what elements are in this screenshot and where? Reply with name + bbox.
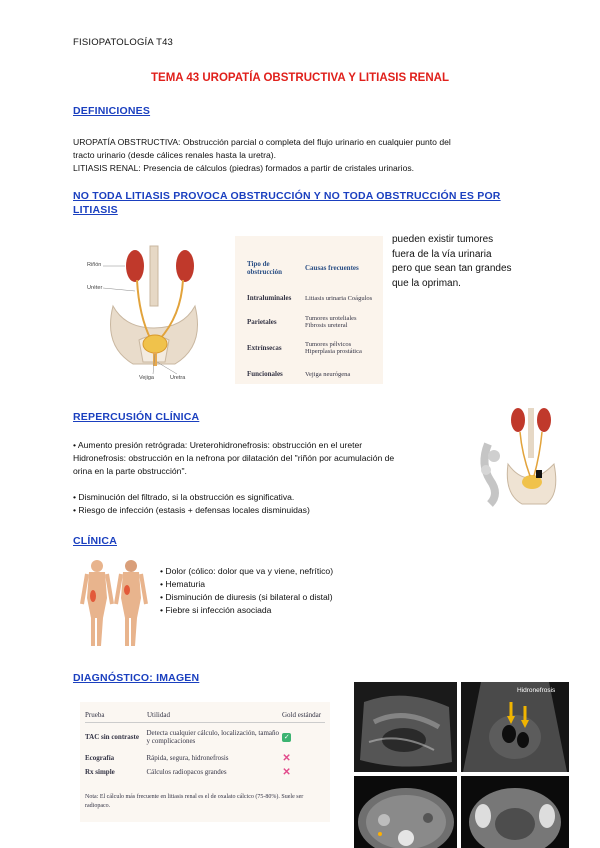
table-row: Extrínsecas Tumores pélvicos Hiperplasia prostática: [247, 341, 362, 355]
clinica-item: • Dolor (cólico: dolor que va y viene, nefrítico): [160, 566, 334, 576]
obstruction-figure: [73, 236, 383, 384]
repercusion-line: Hidronefrosis: obstrucción en la nefrona por dilatación del "riñón por acumulación de: [73, 453, 395, 463]
diagnostic-col-gold: Gold estándar: [282, 711, 322, 719]
repercusion-line: orina en la parte obstrucción".: [73, 466, 187, 476]
repercusion-text: [73, 439, 458, 517]
section-definiciones-heading: DEFINICIONES: [73, 105, 151, 117]
label-ureter: Uréter: [87, 285, 103, 291]
table-row: Ecografía Rápida, segura, hidronefrosis ✕: [85, 752, 291, 764]
ct-abdomen-image: [354, 776, 457, 848]
cross-icon: ✕: [282, 766, 291, 778]
obstruction-types-table: [247, 260, 379, 384]
side-note-line: pueden existir tumores: [392, 234, 494, 245]
label-uretra: Uretra: [170, 375, 186, 381]
hydronephrosis-drawing: [460, 404, 560, 514]
section-repercusion-heading: REPERCUSIÓN CLÍNICA: [73, 411, 200, 423]
ultrasound-scan-1: [354, 682, 457, 772]
urinary-tract-illustration: [73, 236, 235, 384]
hidronefrosis-label: Hidronefrosis: [517, 687, 556, 694]
ct-scan-1: [354, 776, 457, 848]
ultrasound-scan-2: [461, 682, 569, 772]
ct-pelvis-image: [461, 776, 569, 848]
ct-scan-2: [461, 776, 569, 848]
obstruction-table-col2: Causas frecuentes: [305, 264, 359, 272]
repercusion-line: • Aumento presión retrógrada: Ureterohidronefrosis: obstrucción en el ureter: [73, 440, 363, 450]
side-note-line: pero que sean tan grandes: [392, 263, 512, 274]
side-note-line: que la opriman.: [392, 277, 461, 289]
clinica-item: • Disminución de diuresis (si bilateral o distal): [160, 592, 333, 602]
clinica-list: [160, 565, 440, 617]
page-title: TEMA 43 UROPATÍA OBSTRUCTIVA Y LITIASIS RENAL: [151, 72, 449, 84]
table-row: Parietales Tumores uroteliales Fibrosis ureteral: [247, 315, 357, 329]
page-header: FISIOPATOLOGÍA T43: [73, 37, 174, 48]
definicion-uropatia-line1: UROPATÍA OBSTRUCTIVA: Obstrucción parcial o completa del flujo urinario en cualquier punto del: [73, 137, 451, 147]
definicion-litiasis: LITIASIS RENAL: Presencia de cálculos (piedras) formados a partir de cristales urinarios.: [73, 163, 415, 173]
diagnostic-col-prueba: Prueba: [85, 711, 105, 719]
section-diagnostico-heading: DIAGNÓSTICO: IMAGEN: [73, 672, 200, 684]
diagnostic-table: [85, 708, 325, 811]
hydronephrosis-illustration: [460, 404, 560, 514]
body-pain-figure: [79, 558, 149, 650]
hydronephrosis-ultrasound-image: [461, 682, 569, 772]
obstruction-table-col1: Tipo de obstrucción: [247, 260, 282, 276]
table-row: Funcionales Vejiga neurógena: [247, 370, 351, 378]
section-no-toda-heading: [73, 189, 501, 217]
no-toda-heading-line1: NO TODA LITIASIS PROVOCA OBSTRUCCIÓN Y NO TODA OBSTRUCCIÓN ES POR: [73, 190, 501, 202]
repercusion-line: • Riesgo de infección (estasis + defensas locales disminuidas): [73, 505, 310, 515]
label-vejiga: Vejiga: [139, 375, 154, 381]
body-silhouette-illustration: [79, 558, 149, 650]
check-icon: ✓: [283, 732, 290, 741]
clinica-item: • Hematuria: [160, 579, 206, 589]
obstruction-table-header: [247, 260, 379, 276]
side-note: [392, 233, 562, 291]
diagnostic-col-utilidad: Utilidad: [147, 711, 170, 719]
repercusion-line: • Disminución del filtrado, si la obstrucción es significativa.: [73, 492, 295, 502]
diagnostic-footnote: Nota: El cálculo más frecuente en litiasis renal es el de oxalato cálcico (75-80%). Suele ser radiopaco.: [85, 794, 304, 809]
definiciones-text: [73, 136, 533, 175]
clinica-item: • Fiebre si infección asociada: [160, 605, 272, 615]
table-row: TAC sin contraste Detecta cualquier cálculo, localización, tamaño y complicaciones ✓: [85, 729, 290, 745]
side-note-line: fuera de la vía urinaria: [392, 248, 492, 260]
section-clinica-heading: CLÍNICA: [73, 535, 117, 547]
diagnostic-table-figure: [80, 702, 330, 822]
definicion-uropatia-line2: tracto urinario (desde cálices renales hasta la uretra).: [73, 150, 277, 160]
diagnostic-table-header: [85, 708, 325, 723]
no-toda-heading-line2: LITIASIS: [73, 204, 118, 216]
ultrasound-image: [354, 682, 457, 772]
table-row: Intraluminales Litiasis urinaria Coágulos: [247, 294, 373, 302]
label-rinon: Riñón: [87, 262, 102, 268]
table-row: Rx simple Cálculos radiopacos grandes ✕: [85, 766, 291, 778]
cross-icon: ✕: [282, 752, 291, 764]
